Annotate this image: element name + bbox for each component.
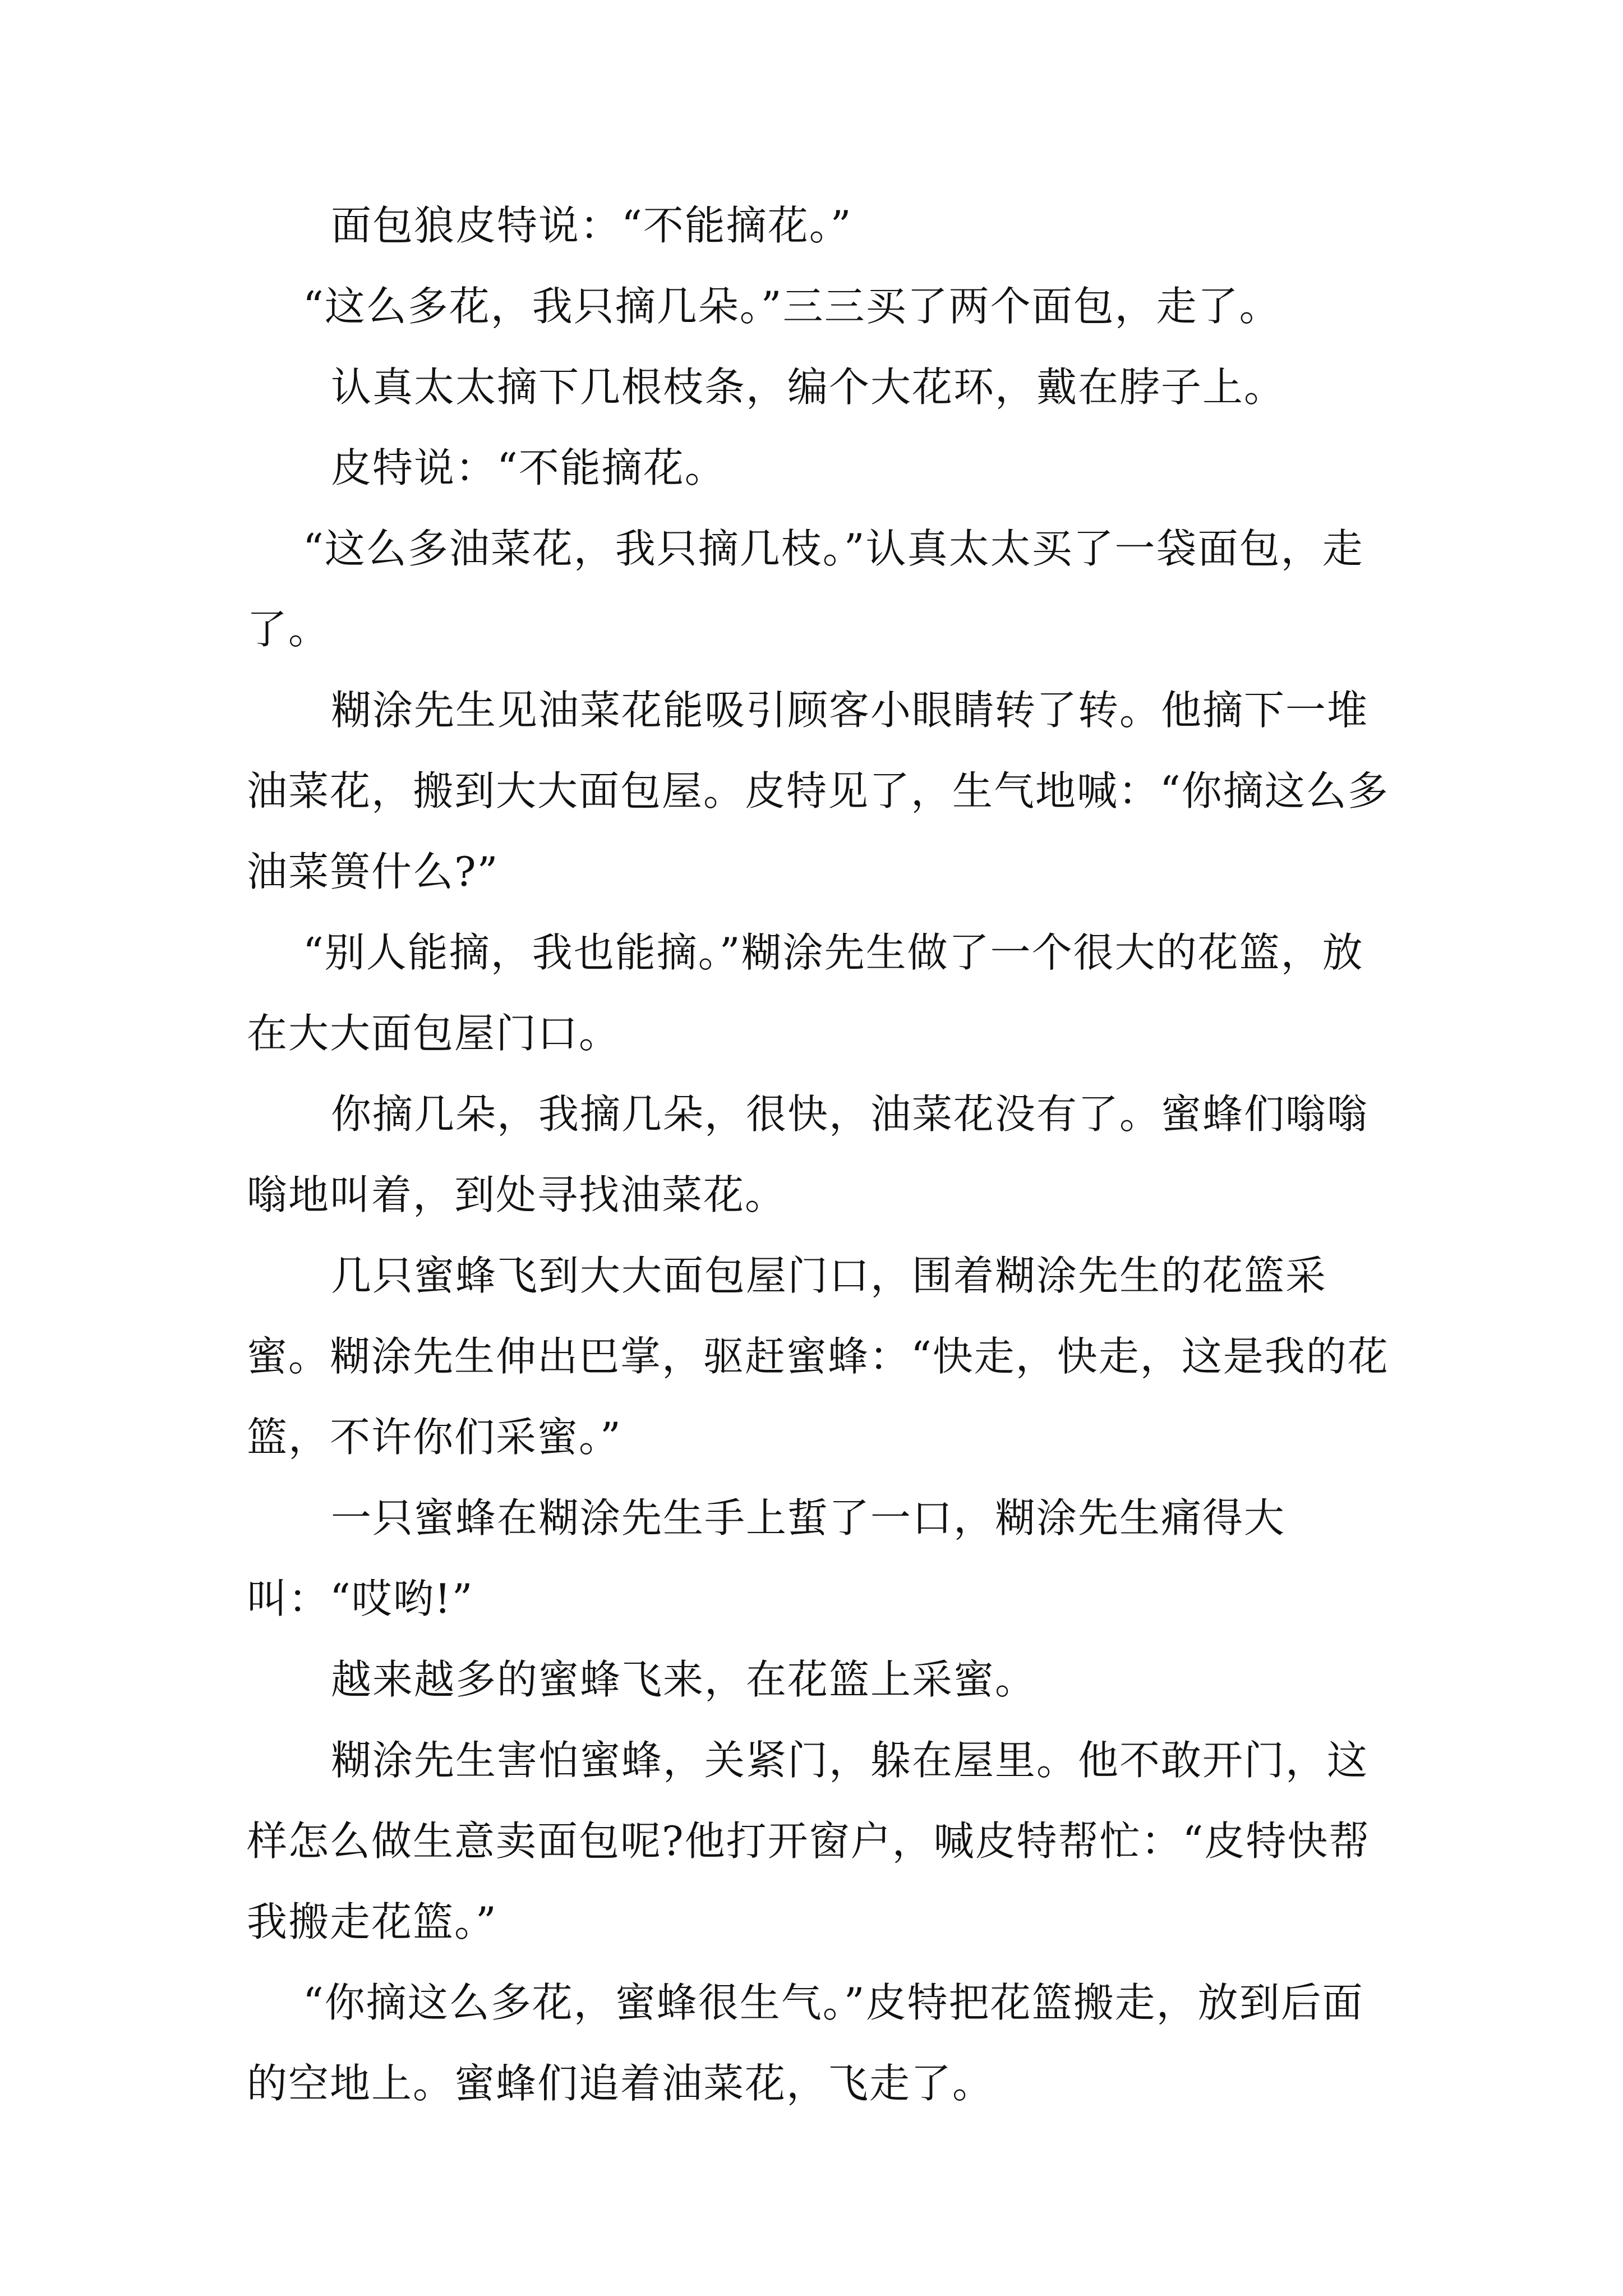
paragraph: 糊涂先生见油菜花能吸引顾客小眼睛转了转。他摘下一堆油菜花，搬到大大面包屋。皮特见了，生气地喊：“你摘这么多油菜篑什么?” <box>247 687 1389 895</box>
paragraph: 皮特说：“不能摘花。 <box>331 444 726 491</box>
paragraph: “这么多花，我只摘几朵。”三三买了两个面包，走了。 <box>303 283 1281 330</box>
paragraph: 认真太太摘下几根枝条，编个大花环，戴在脖子上。 <box>331 364 1286 411</box>
paragraph: “你摘这么多花，蜜蜂很生气。”皮特把花篮搬走，放到后面的空地上。蜜蜂们追着油菜花，飞走了。 <box>247 1979 1364 2107</box>
paragraph: 越来越多的蜜蜂飞来，在花篮上采蜜。 <box>331 1656 1037 1703</box>
paragraph: 面包狼皮特说：“不能摘花。” <box>331 202 852 249</box>
story-text <box>247 185 1402 2124</box>
paragraph: 你摘几朵，我摘几朵，很快，油菜花没有了。蜜蜂们嗡嗡嗡地叫着，到处寻找油菜花。 <box>247 1091 1369 1218</box>
paragraph: 几只蜜蜂飞到大大面包屋门口，围着糊涂先生的花篮采蜜。糊涂先生伸出巴掌，驱赶蜜蜂：“快走，快走，这是我的花篮，不许你们采蜜。” <box>247 1252 1389 1461</box>
paragraph: 一只蜜蜂在糊涂先生手上蜇了一口，糊涂先生痛得大叫：“哎哟!” <box>247 1494 1286 1622</box>
paragraph: 糊涂先生害怕蜜蜂，关紧门，躲在屋里。他不敢开门，这样怎么做生意卖面包呢?他打开窗户，喊皮特帮忙：“皮特快帮我搬走花篮。” <box>247 1737 1371 1945</box>
paragraph: “这么多油菜花，我只摘几枝。”认真太太买了一袋面包，走了。 <box>247 525 1364 653</box>
paragraph: “别人能摘，我也能摘。”糊涂先生做了一个很大的花篮，放在大大面包屋门口。 <box>247 929 1364 1057</box>
